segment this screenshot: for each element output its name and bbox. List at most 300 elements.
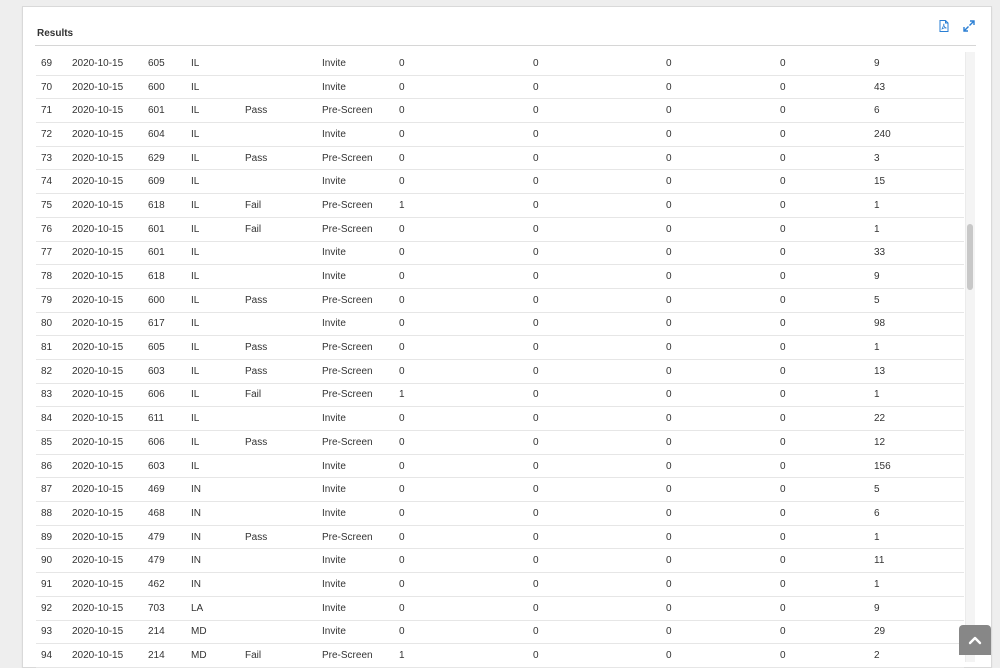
cell-stage: Invite [322,620,399,644]
cell-count-a: 0 [399,146,533,170]
cell-count-c: 0 [666,549,780,573]
table-row [36,241,964,265]
cell-stage: Pre-Screen [322,99,399,123]
cell-area-code: 605 [148,52,191,75]
cell-result: Fail [245,644,322,668]
table-row [36,146,964,170]
cell-area-code: 604 [148,123,191,147]
cell-result [245,478,322,502]
cell-count-d: 0 [780,123,874,147]
cell-stage: Invite [322,312,399,336]
cell-result: Pass [245,288,322,312]
cell-total: 15 [874,170,964,194]
cell-count-b: 0 [533,312,666,336]
cell-state: IL [191,52,245,75]
cell-count-a: 0 [399,312,533,336]
cell-date: 2020-10-15 [72,194,148,218]
cell-count-c: 0 [666,170,780,194]
cell-count-d: 0 [780,525,874,549]
cell-count-c: 0 [666,194,780,218]
cell-state: IL [191,383,245,407]
cell-row-number: 78 [36,265,72,289]
cell-count-d: 0 [780,596,874,620]
cell-count-b: 0 [533,596,666,620]
cell-stage: Invite [322,75,399,99]
cell-count-a: 0 [399,52,533,75]
cell-result: Pass [245,525,322,549]
cell-total: 33 [874,241,964,265]
cell-result [245,265,322,289]
cell-date: 2020-10-15 [72,454,148,478]
cell-count-b: 0 [533,217,666,241]
table-row [36,383,964,407]
cell-area-code: 603 [148,454,191,478]
cell-count-d: 0 [780,502,874,526]
cell-count-d: 0 [780,241,874,265]
cell-row-number: 85 [36,431,72,455]
cell-row-number: 92 [36,596,72,620]
cell-stage: Invite [322,549,399,573]
cell-result [245,573,322,597]
cell-total: 2 [874,644,964,668]
cell-row-number: 91 [36,573,72,597]
cell-state: IL [191,123,245,147]
cell-result: Pass [245,99,322,123]
cell-date: 2020-10-15 [72,407,148,431]
cell-state: IL [191,241,245,265]
cell-state: IL [191,336,245,360]
cell-state: IN [191,549,245,573]
cell-row-number: 74 [36,170,72,194]
cell-count-c: 0 [666,217,780,241]
cell-stage: Pre-Screen [322,431,399,455]
cell-row-number: 75 [36,194,72,218]
cell-count-a: 0 [399,502,533,526]
cell-row-number: 84 [36,407,72,431]
cell-result [245,620,322,644]
cell-count-c: 0 [666,75,780,99]
cell-total: 1 [874,525,964,549]
cell-count-d: 0 [780,288,874,312]
cell-total: 1 [874,336,964,360]
cell-count-d: 0 [780,336,874,360]
cell-count-a: 0 [399,217,533,241]
cell-date: 2020-10-15 [72,383,148,407]
cell-area-code: 606 [148,431,191,455]
cell-stage: Invite [322,478,399,502]
cell-count-c: 0 [666,431,780,455]
cell-count-b: 0 [533,75,666,99]
cell-count-b: 0 [533,431,666,455]
cell-total: 240 [874,123,964,147]
cell-total: 11 [874,549,964,573]
cell-stage: Pre-Screen [322,336,399,360]
cell-count-c: 0 [666,407,780,431]
cell-result: Pass [245,336,322,360]
cell-stage: Invite [322,502,399,526]
cell-date: 2020-10-15 [72,312,148,336]
cell-row-number: 88 [36,502,72,526]
cell-result [245,549,322,573]
table-row [36,75,964,99]
cell-stage: Invite [322,407,399,431]
results-table-container[interactable] [36,52,964,662]
cell-area-code: 462 [148,573,191,597]
cell-row-number: 69 [36,52,72,75]
cell-count-d: 0 [780,217,874,241]
cell-date: 2020-10-15 [72,75,148,99]
cell-row-number: 73 [36,146,72,170]
cell-result [245,407,322,431]
table-row [36,99,964,123]
cell-stage: Invite [322,52,399,75]
cell-count-b: 0 [533,644,666,668]
cell-result [245,123,322,147]
cell-count-b: 0 [533,336,666,360]
title-divider [35,45,976,46]
cell-count-a: 0 [399,170,533,194]
cell-area-code: 214 [148,620,191,644]
cell-stage: Invite [322,573,399,597]
cell-area-code: 603 [148,359,191,383]
cell-total: 6 [874,99,964,123]
cell-date: 2020-10-15 [72,644,148,668]
cell-result [245,75,322,99]
cell-count-d: 0 [780,146,874,170]
cell-count-a: 0 [399,573,533,597]
cell-stage: Pre-Screen [322,217,399,241]
cell-count-b: 0 [533,620,666,644]
back-to-top-button[interactable] [959,625,991,655]
cell-result: Pass [245,359,322,383]
cell-row-number: 81 [36,336,72,360]
cell-count-a: 1 [399,383,533,407]
table-row [36,454,964,478]
cell-date: 2020-10-15 [72,288,148,312]
cell-row-number: 90 [36,549,72,573]
cell-count-c: 0 [666,620,780,644]
cell-row-number: 70 [36,75,72,99]
cell-row-number: 83 [36,383,72,407]
cell-state: IL [191,217,245,241]
cell-count-d: 0 [780,312,874,336]
cell-result [245,170,322,194]
cell-count-c: 0 [666,123,780,147]
cell-count-b: 0 [533,454,666,478]
panel-title: Results [37,28,74,39]
results-table [36,52,964,668]
cell-count-a: 0 [399,525,533,549]
cell-row-number: 93 [36,620,72,644]
cell-area-code: 618 [148,194,191,218]
cell-stage: Pre-Screen [322,644,399,668]
cell-total: 1 [874,217,964,241]
cell-count-a: 0 [399,359,533,383]
cell-stage: Invite [322,170,399,194]
cell-stage: Pre-Screen [322,383,399,407]
cell-total: 22 [874,407,964,431]
cell-date: 2020-10-15 [72,525,148,549]
cell-count-b: 0 [533,549,666,573]
cell-date: 2020-10-15 [72,620,148,644]
cell-result [245,241,322,265]
cell-state: IL [191,454,245,478]
cell-count-d: 0 [780,620,874,644]
cell-state: IL [191,265,245,289]
cell-count-d: 0 [780,194,874,218]
cell-date: 2020-10-15 [72,241,148,265]
cell-count-c: 0 [666,359,780,383]
cell-total: 29 [874,620,964,644]
cell-area-code: 703 [148,596,191,620]
cell-count-a: 0 [399,478,533,502]
cell-count-d: 0 [780,265,874,289]
cell-area-code: 609 [148,170,191,194]
table-row [36,596,964,620]
cell-count-b: 0 [533,478,666,502]
cell-date: 2020-10-15 [72,217,148,241]
cell-state: IN [191,478,245,502]
table-row [36,312,964,336]
cell-state: IL [191,194,245,218]
cell-count-c: 0 [666,478,780,502]
table-row [36,407,964,431]
cell-state: IL [191,99,245,123]
cell-count-d: 0 [780,52,874,75]
cell-count-b: 0 [533,194,666,218]
cell-result: Fail [245,194,322,218]
cell-row-number: 89 [36,525,72,549]
cell-state: IL [191,170,245,194]
cell-total: 9 [874,265,964,289]
table-row [36,644,964,668]
cell-count-d: 0 [780,644,874,668]
cell-count-b: 0 [533,99,666,123]
cell-date: 2020-10-15 [72,123,148,147]
cell-count-d: 0 [780,170,874,194]
cell-total: 12 [874,431,964,455]
cell-count-c: 0 [666,454,780,478]
cell-count-d: 0 [780,549,874,573]
cell-area-code: 601 [148,217,191,241]
cell-area-code: 618 [148,265,191,289]
cell-stage: Pre-Screen [322,525,399,549]
cell-date: 2020-10-15 [72,573,148,597]
cell-state: IL [191,312,245,336]
table-row [36,123,964,147]
cell-area-code: 617 [148,312,191,336]
cell-row-number: 87 [36,478,72,502]
cell-state: MD [191,620,245,644]
table-row [36,431,964,455]
table-row [36,288,964,312]
cell-result [245,502,322,526]
cell-state: IL [191,75,245,99]
cell-total: 1 [874,383,964,407]
cell-stage: Invite [322,454,399,478]
cell-stage: Pre-Screen [322,146,399,170]
cell-date: 2020-10-15 [72,478,148,502]
cell-date: 2020-10-15 [72,52,148,75]
cell-state: LA [191,596,245,620]
cell-stage: Invite [322,596,399,620]
cell-row-number: 71 [36,99,72,123]
cell-date: 2020-10-15 [72,170,148,194]
cell-area-code: 469 [148,478,191,502]
cell-result [245,52,322,75]
cell-count-c: 0 [666,383,780,407]
cell-count-b: 0 [533,359,666,383]
cell-area-code: 601 [148,99,191,123]
cell-total: 13 [874,359,964,383]
cell-count-c: 0 [666,573,780,597]
chevron-up-icon [967,632,983,648]
cell-count-a: 0 [399,265,533,289]
cell-count-c: 0 [666,99,780,123]
cell-count-c: 0 [666,644,780,668]
cell-area-code: 214 [148,644,191,668]
cell-count-a: 0 [399,241,533,265]
cell-state: IL [191,146,245,170]
cell-count-b: 0 [533,170,666,194]
cell-count-a: 0 [399,596,533,620]
cell-date: 2020-10-15 [72,502,148,526]
cell-count-b: 0 [533,288,666,312]
cell-stage: Invite [322,123,399,147]
cell-count-a: 0 [399,620,533,644]
cell-total: 3 [874,146,964,170]
cell-count-c: 0 [666,525,780,549]
cell-count-d: 0 [780,359,874,383]
cell-count-c: 0 [666,312,780,336]
table-row [36,525,964,549]
cell-total: 43 [874,75,964,99]
cell-count-c: 0 [666,241,780,265]
cell-count-d: 0 [780,99,874,123]
cell-total: 6 [874,502,964,526]
cell-count-b: 0 [533,52,666,75]
results-table-body [36,52,964,667]
cell-stage: Invite [322,241,399,265]
cell-count-a: 0 [399,123,533,147]
table-row [36,478,964,502]
cell-area-code: 479 [148,549,191,573]
cell-date: 2020-10-15 [72,596,148,620]
cell-row-number: 76 [36,217,72,241]
cell-count-c: 0 [666,288,780,312]
cell-total: 9 [874,52,964,75]
cell-state: IL [191,359,245,383]
cell-state: IN [191,573,245,597]
cell-total: 1 [874,194,964,218]
cell-area-code: 600 [148,288,191,312]
cell-row-number: 77 [36,241,72,265]
cell-row-number: 82 [36,359,72,383]
cell-count-b: 0 [533,525,666,549]
cell-date: 2020-10-15 [72,431,148,455]
cell-count-a: 0 [399,288,533,312]
table-row [36,573,964,597]
cell-count-b: 0 [533,573,666,597]
cell-state: IN [191,525,245,549]
cell-date: 2020-10-15 [72,146,148,170]
cell-count-a: 0 [399,431,533,455]
cell-count-d: 0 [780,383,874,407]
cell-area-code: 479 [148,525,191,549]
cell-count-d: 0 [780,478,874,502]
cell-result [245,312,322,336]
cell-area-code: 605 [148,336,191,360]
cell-result: Fail [245,217,322,241]
scrollbar-thumb[interactable] [967,224,973,290]
cell-count-b: 0 [533,407,666,431]
cell-count-c: 0 [666,502,780,526]
cell-row-number: 86 [36,454,72,478]
table-row [36,194,964,218]
cell-total: 156 [874,454,964,478]
cell-row-number: 72 [36,123,72,147]
cell-date: 2020-10-15 [72,359,148,383]
table-row [36,359,964,383]
cell-row-number: 94 [36,644,72,668]
cell-count-c: 0 [666,336,780,360]
cell-state: IL [191,407,245,431]
cell-stage: Pre-Screen [322,194,399,218]
cell-count-a: 1 [399,194,533,218]
cell-count-a: 0 [399,99,533,123]
cell-count-b: 0 [533,502,666,526]
table-row [36,265,964,289]
cell-total: 98 [874,312,964,336]
table-row [36,336,964,360]
cell-total: 9 [874,596,964,620]
cell-count-b: 0 [533,123,666,147]
cell-stage: Invite [322,265,399,289]
cell-total: 5 [874,288,964,312]
cell-count-c: 0 [666,146,780,170]
pdf-icon[interactable] [937,19,951,33]
vertical-scrollbar[interactable] [965,52,975,662]
cell-count-c: 0 [666,52,780,75]
expand-icon[interactable] [962,19,976,33]
cell-count-a: 0 [399,336,533,360]
cell-date: 2020-10-15 [72,99,148,123]
cell-count-d: 0 [780,75,874,99]
cell-state: MD [191,644,245,668]
table-row [36,620,964,644]
cell-area-code: 611 [148,407,191,431]
cell-date: 2020-10-15 [72,549,148,573]
cell-date: 2020-10-15 [72,265,148,289]
cell-area-code: 600 [148,75,191,99]
cell-stage: Pre-Screen [322,359,399,383]
cell-count-d: 0 [780,454,874,478]
cell-row-number: 80 [36,312,72,336]
cell-count-b: 0 [533,265,666,289]
cell-count-c: 0 [666,265,780,289]
cell-result: Pass [245,431,322,455]
table-row [36,502,964,526]
cell-count-a: 1 [399,644,533,668]
cell-area-code: 629 [148,146,191,170]
cell-result: Fail [245,383,322,407]
cell-count-d: 0 [780,573,874,597]
cell-count-a: 0 [399,75,533,99]
cell-count-d: 0 [780,431,874,455]
table-row [36,170,964,194]
table-row [36,549,964,573]
cell-count-b: 0 [533,383,666,407]
